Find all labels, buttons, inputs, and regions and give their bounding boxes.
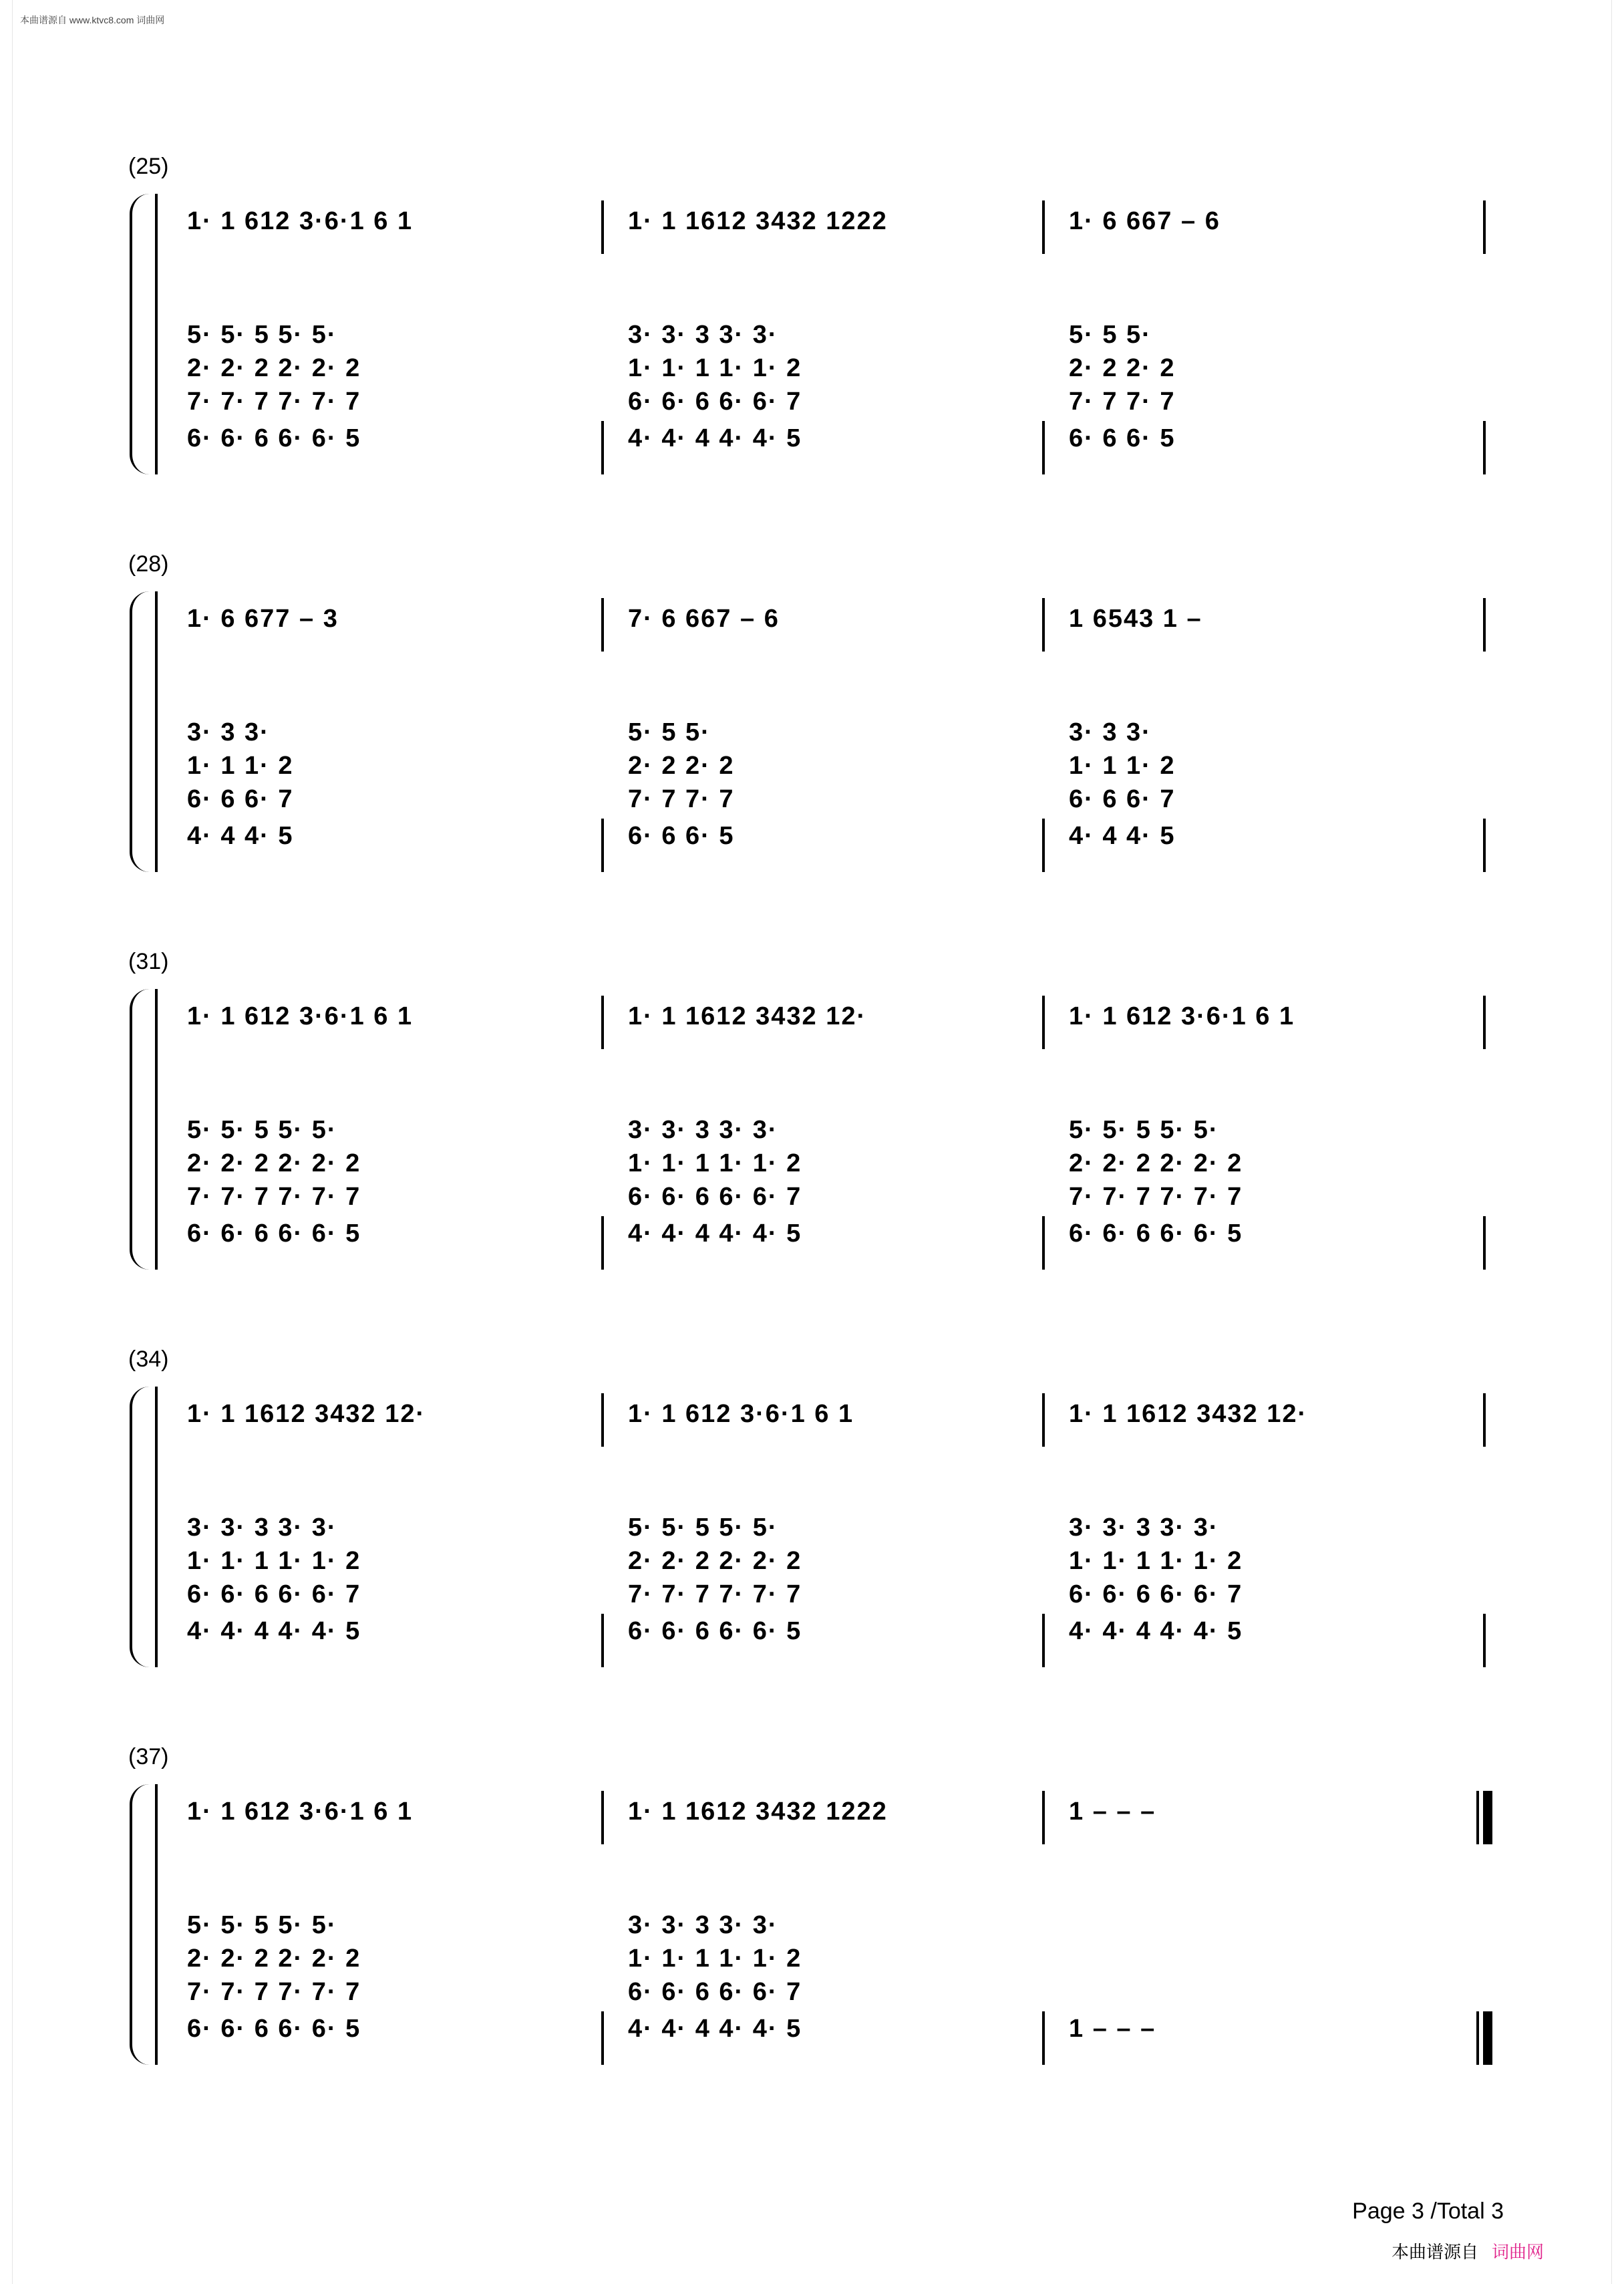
final-barline bbox=[1476, 1791, 1479, 1844]
accompaniment-measure: 5· 5 5· bbox=[1069, 321, 1152, 349]
accompaniment-measure: 6· 6· 6 6· 6· 7 bbox=[628, 1978, 802, 2006]
measure-barline bbox=[601, 598, 604, 652]
accompaniment-measure: 7· 7· 7 7· 7· 7 bbox=[187, 388, 361, 416]
accompaniment-measure: 6· 6· 6 6· 6· 5 bbox=[628, 1617, 802, 1645]
measure-number: (37) bbox=[128, 1744, 169, 1769]
measure-barline bbox=[1042, 421, 1045, 474]
accompaniment-measure: 6· 6 6· 5 bbox=[1069, 424, 1176, 452]
melody-measure: 1· 6 667 – 6 bbox=[1069, 207, 1221, 235]
staff-system bbox=[120, 1744, 1496, 2065]
measure-barline bbox=[1042, 598, 1045, 652]
accompaniment-measure: 4· 4· 4 4· 4· 5 bbox=[187, 1617, 361, 1645]
measure-barline bbox=[1483, 598, 1486, 652]
accompaniment-measure: 1· 1· 1 1· 1· 2 bbox=[187, 1547, 361, 1575]
accompaniment-measure: 2· 2· 2 2· 2· 2 bbox=[187, 354, 361, 382]
measure-number: (34) bbox=[128, 1346, 169, 1372]
accompaniment-measure: 3· 3· 3 3· 3· bbox=[628, 321, 778, 349]
accompaniment-measure: 3· 3· 3 3· 3· bbox=[628, 1116, 778, 1144]
staff-system bbox=[120, 551, 1496, 872]
footer-source bbox=[1392, 2239, 1544, 2263]
source-header: 本曲谱源自 www.ktvc8.com 词曲网 bbox=[20, 15, 165, 25]
grand-staff-brace bbox=[130, 591, 156, 872]
melody-measure: 7· 6 667 – 6 bbox=[628, 605, 780, 633]
measure-barline bbox=[601, 1393, 604, 1447]
measure-barline bbox=[601, 1216, 604, 1270]
measure-barline bbox=[1042, 1216, 1045, 1270]
system-barline bbox=[155, 989, 158, 1270]
accompaniment-measure: 7· 7 7· 7 bbox=[628, 785, 735, 813]
measure-barline bbox=[601, 819, 604, 872]
accompaniment-measure: 1· 1· 1 1· 1· 2 bbox=[1069, 1547, 1243, 1575]
melody-measure: 1· 1 612 3·6·1 6 1 bbox=[187, 1002, 414, 1030]
melody-measure: 1· 1 1612 3432 12· bbox=[187, 1400, 426, 1428]
melody-measure: 1· 1 612 3·6·1 6 1 bbox=[187, 207, 414, 235]
accompaniment-measure: 2· 2· 2 2· 2· 2 bbox=[187, 1945, 361, 1973]
accompaniment-measure: 1 – – – bbox=[1069, 2015, 1156, 2043]
accompaniment-measure: 4· 4· 4 4· 4· 5 bbox=[1069, 1617, 1243, 1645]
measure-barline bbox=[1042, 1393, 1045, 1447]
melody-measure: 1 6543 1 – bbox=[1069, 605, 1202, 633]
staff-system bbox=[120, 1346, 1496, 1667]
accompaniment-measure: 4· 4· 4 4· 4· 5 bbox=[628, 2015, 802, 2043]
accompaniment-measure: 3· 3 3· bbox=[187, 718, 270, 746]
accompaniment-measure: 3· 3· 3 3· 3· bbox=[1069, 1514, 1219, 1542]
accompaniment-measure: 1· 1· 1 1· 1· 2 bbox=[628, 354, 802, 382]
measure-barline bbox=[601, 996, 604, 1049]
accompaniment-measure: 6· 6· 6 6· 6· 7 bbox=[628, 388, 802, 416]
accompaniment-measure: 2· 2· 2 2· 2· 2 bbox=[187, 1149, 361, 1177]
accompaniment-measure: 4· 4· 4 4· 4· 5 bbox=[628, 424, 802, 452]
accompaniment-measure: 1· 1 1· 2 bbox=[187, 752, 294, 780]
accompaniment-measure: 6· 6· 6 6· 6· 7 bbox=[628, 1183, 802, 1211]
right-margin-strip bbox=[1611, 0, 1624, 2284]
measure-barline bbox=[1042, 1791, 1045, 1844]
measure-barline bbox=[1483, 1393, 1486, 1447]
melody-measure: 1· 1 612 3·6·1 6 1 bbox=[628, 1400, 854, 1428]
accompaniment-measure: 6· 6· 6 6· 6· 5 bbox=[187, 424, 361, 452]
accompaniment-measure: 1· 1· 1 1· 1· 2 bbox=[628, 1945, 802, 1973]
staff-system bbox=[120, 154, 1496, 474]
accompaniment-measure: 6· 6 6· 7 bbox=[187, 785, 294, 813]
accompaniment-measure: 2· 2· 2 2· 2· 2 bbox=[1069, 1149, 1243, 1177]
accompaniment-measure: 2· 2 2· 2 bbox=[1069, 354, 1176, 382]
grand-staff-brace bbox=[130, 989, 156, 1270]
system-barline bbox=[155, 1387, 158, 1667]
melody-measure: 1· 1 1612 3432 1222 bbox=[628, 1798, 888, 1826]
measure-barline bbox=[1483, 1216, 1486, 1270]
system-barline bbox=[155, 1784, 158, 2065]
accompaniment-measure: 7· 7· 7 7· 7· 7 bbox=[628, 1580, 802, 1608]
measure-barline bbox=[601, 1791, 604, 1844]
accompaniment-measure: 7· 7 7· 7 bbox=[1069, 388, 1176, 416]
final-barline bbox=[1486, 2011, 1492, 2065]
accompaniment-measure: 5· 5· 5 5· 5· bbox=[187, 1116, 337, 1144]
melody-measure: 1· 1 1612 3432 1222 bbox=[628, 207, 888, 235]
accompaniment-measure: 6· 6· 6 6· 6· 7 bbox=[187, 1580, 361, 1608]
measure-barline bbox=[1042, 819, 1045, 872]
accompaniment-measure: 5· 5· 5 5· 5· bbox=[628, 1514, 778, 1542]
accompaniment-measure: 5· 5· 5 5· 5· bbox=[187, 1911, 337, 1939]
final-barline bbox=[1476, 2011, 1479, 2065]
measure-number: (25) bbox=[128, 154, 169, 179]
grand-staff-brace bbox=[130, 1784, 156, 2065]
accompaniment-measure: 6· 6· 6 6· 6· 5 bbox=[187, 1220, 361, 1248]
measure-barline bbox=[1483, 819, 1486, 872]
melody-measure: 1· 1 1612 3432 12· bbox=[628, 1002, 867, 1030]
measure-barline bbox=[601, 2011, 604, 2065]
accompaniment-measure: 3· 3· 3 3· 3· bbox=[187, 1514, 337, 1542]
page-number: Page 3 /Total 3 bbox=[1352, 2198, 1504, 2224]
measure-barline bbox=[1042, 2011, 1045, 2065]
accompaniment-measure: 1· 1· 1 1· 1· 2 bbox=[628, 1149, 802, 1177]
measure-barline bbox=[601, 1614, 604, 1667]
measure-barline bbox=[1483, 421, 1486, 474]
accompaniment-measure: 6· 6· 6 6· 6· 5 bbox=[1069, 1220, 1243, 1248]
measure-barline bbox=[1042, 200, 1045, 254]
final-barline bbox=[1486, 1791, 1492, 1844]
accompaniment-measure: 6· 6· 6 6· 6· 5 bbox=[187, 2015, 361, 2043]
accompaniment-measure: 6· 6· 6 6· 6· 7 bbox=[1069, 1580, 1243, 1608]
measure-number: (31) bbox=[128, 949, 169, 974]
accompaniment-measure: 2· 2· 2 2· 2· 2 bbox=[628, 1547, 802, 1575]
accompaniment-measure: 7· 7· 7 7· 7· 7 bbox=[1069, 1183, 1243, 1211]
grand-staff-brace bbox=[130, 194, 156, 474]
footer-source-text: 本曲谱源自 bbox=[1391, 2242, 1478, 2262]
accompaniment-measure: 7· 7· 7 7· 7· 7 bbox=[187, 1978, 361, 2006]
footer-brand: 词曲网 bbox=[1491, 2242, 1544, 2262]
accompaniment-measure: 5· 5 5· bbox=[628, 718, 711, 746]
measure-barline bbox=[601, 421, 604, 474]
melody-measure: 1 – – – bbox=[1069, 1798, 1156, 1826]
melody-measure: 1· 6 677 – 3 bbox=[187, 605, 339, 633]
measure-number: (28) bbox=[128, 551, 169, 577]
melody-measure: 1· 1 1612 3432 12· bbox=[1069, 1400, 1308, 1428]
accompaniment-measure: 5· 5· 5 5· 5· bbox=[1069, 1116, 1219, 1144]
accompaniment-measure: 4· 4· 4 4· 4· 5 bbox=[628, 1220, 802, 1248]
measure-barline bbox=[1042, 1614, 1045, 1667]
system-barline bbox=[155, 591, 158, 872]
left-margin-strip bbox=[0, 0, 13, 2284]
measure-barline bbox=[1483, 1614, 1486, 1667]
accompaniment-measure: 3· 3 3· bbox=[1069, 718, 1152, 746]
grand-staff-brace bbox=[130, 1387, 156, 1667]
accompaniment-measure: 6· 6 6· 5 bbox=[628, 822, 735, 850]
staff-system bbox=[120, 949, 1496, 1270]
accompaniment-measure: 5· 5· 5 5· 5· bbox=[187, 321, 337, 349]
accompaniment-measure: 7· 7· 7 7· 7· 7 bbox=[187, 1183, 361, 1211]
melody-measure: 1· 1 612 3·6·1 6 1 bbox=[187, 1798, 414, 1826]
accompaniment-measure: 2· 2 2· 2 bbox=[628, 752, 735, 780]
measure-barline bbox=[1483, 996, 1486, 1049]
measure-barline bbox=[1483, 200, 1486, 254]
accompaniment-measure: 6· 6 6· 7 bbox=[1069, 785, 1176, 813]
accompaniment-measure: 1· 1 1· 2 bbox=[1069, 752, 1176, 780]
measure-barline bbox=[601, 200, 604, 254]
measure-barline bbox=[1042, 996, 1045, 1049]
accompaniment-measure: 3· 3· 3 3· 3· bbox=[628, 1911, 778, 1939]
accompaniment-measure: 4· 4 4· 5 bbox=[187, 822, 294, 850]
system-barline bbox=[155, 194, 158, 474]
melody-measure: 1· 1 612 3·6·1 6 1 bbox=[1069, 1002, 1295, 1030]
accompaniment-measure: 4· 4 4· 5 bbox=[1069, 822, 1176, 850]
